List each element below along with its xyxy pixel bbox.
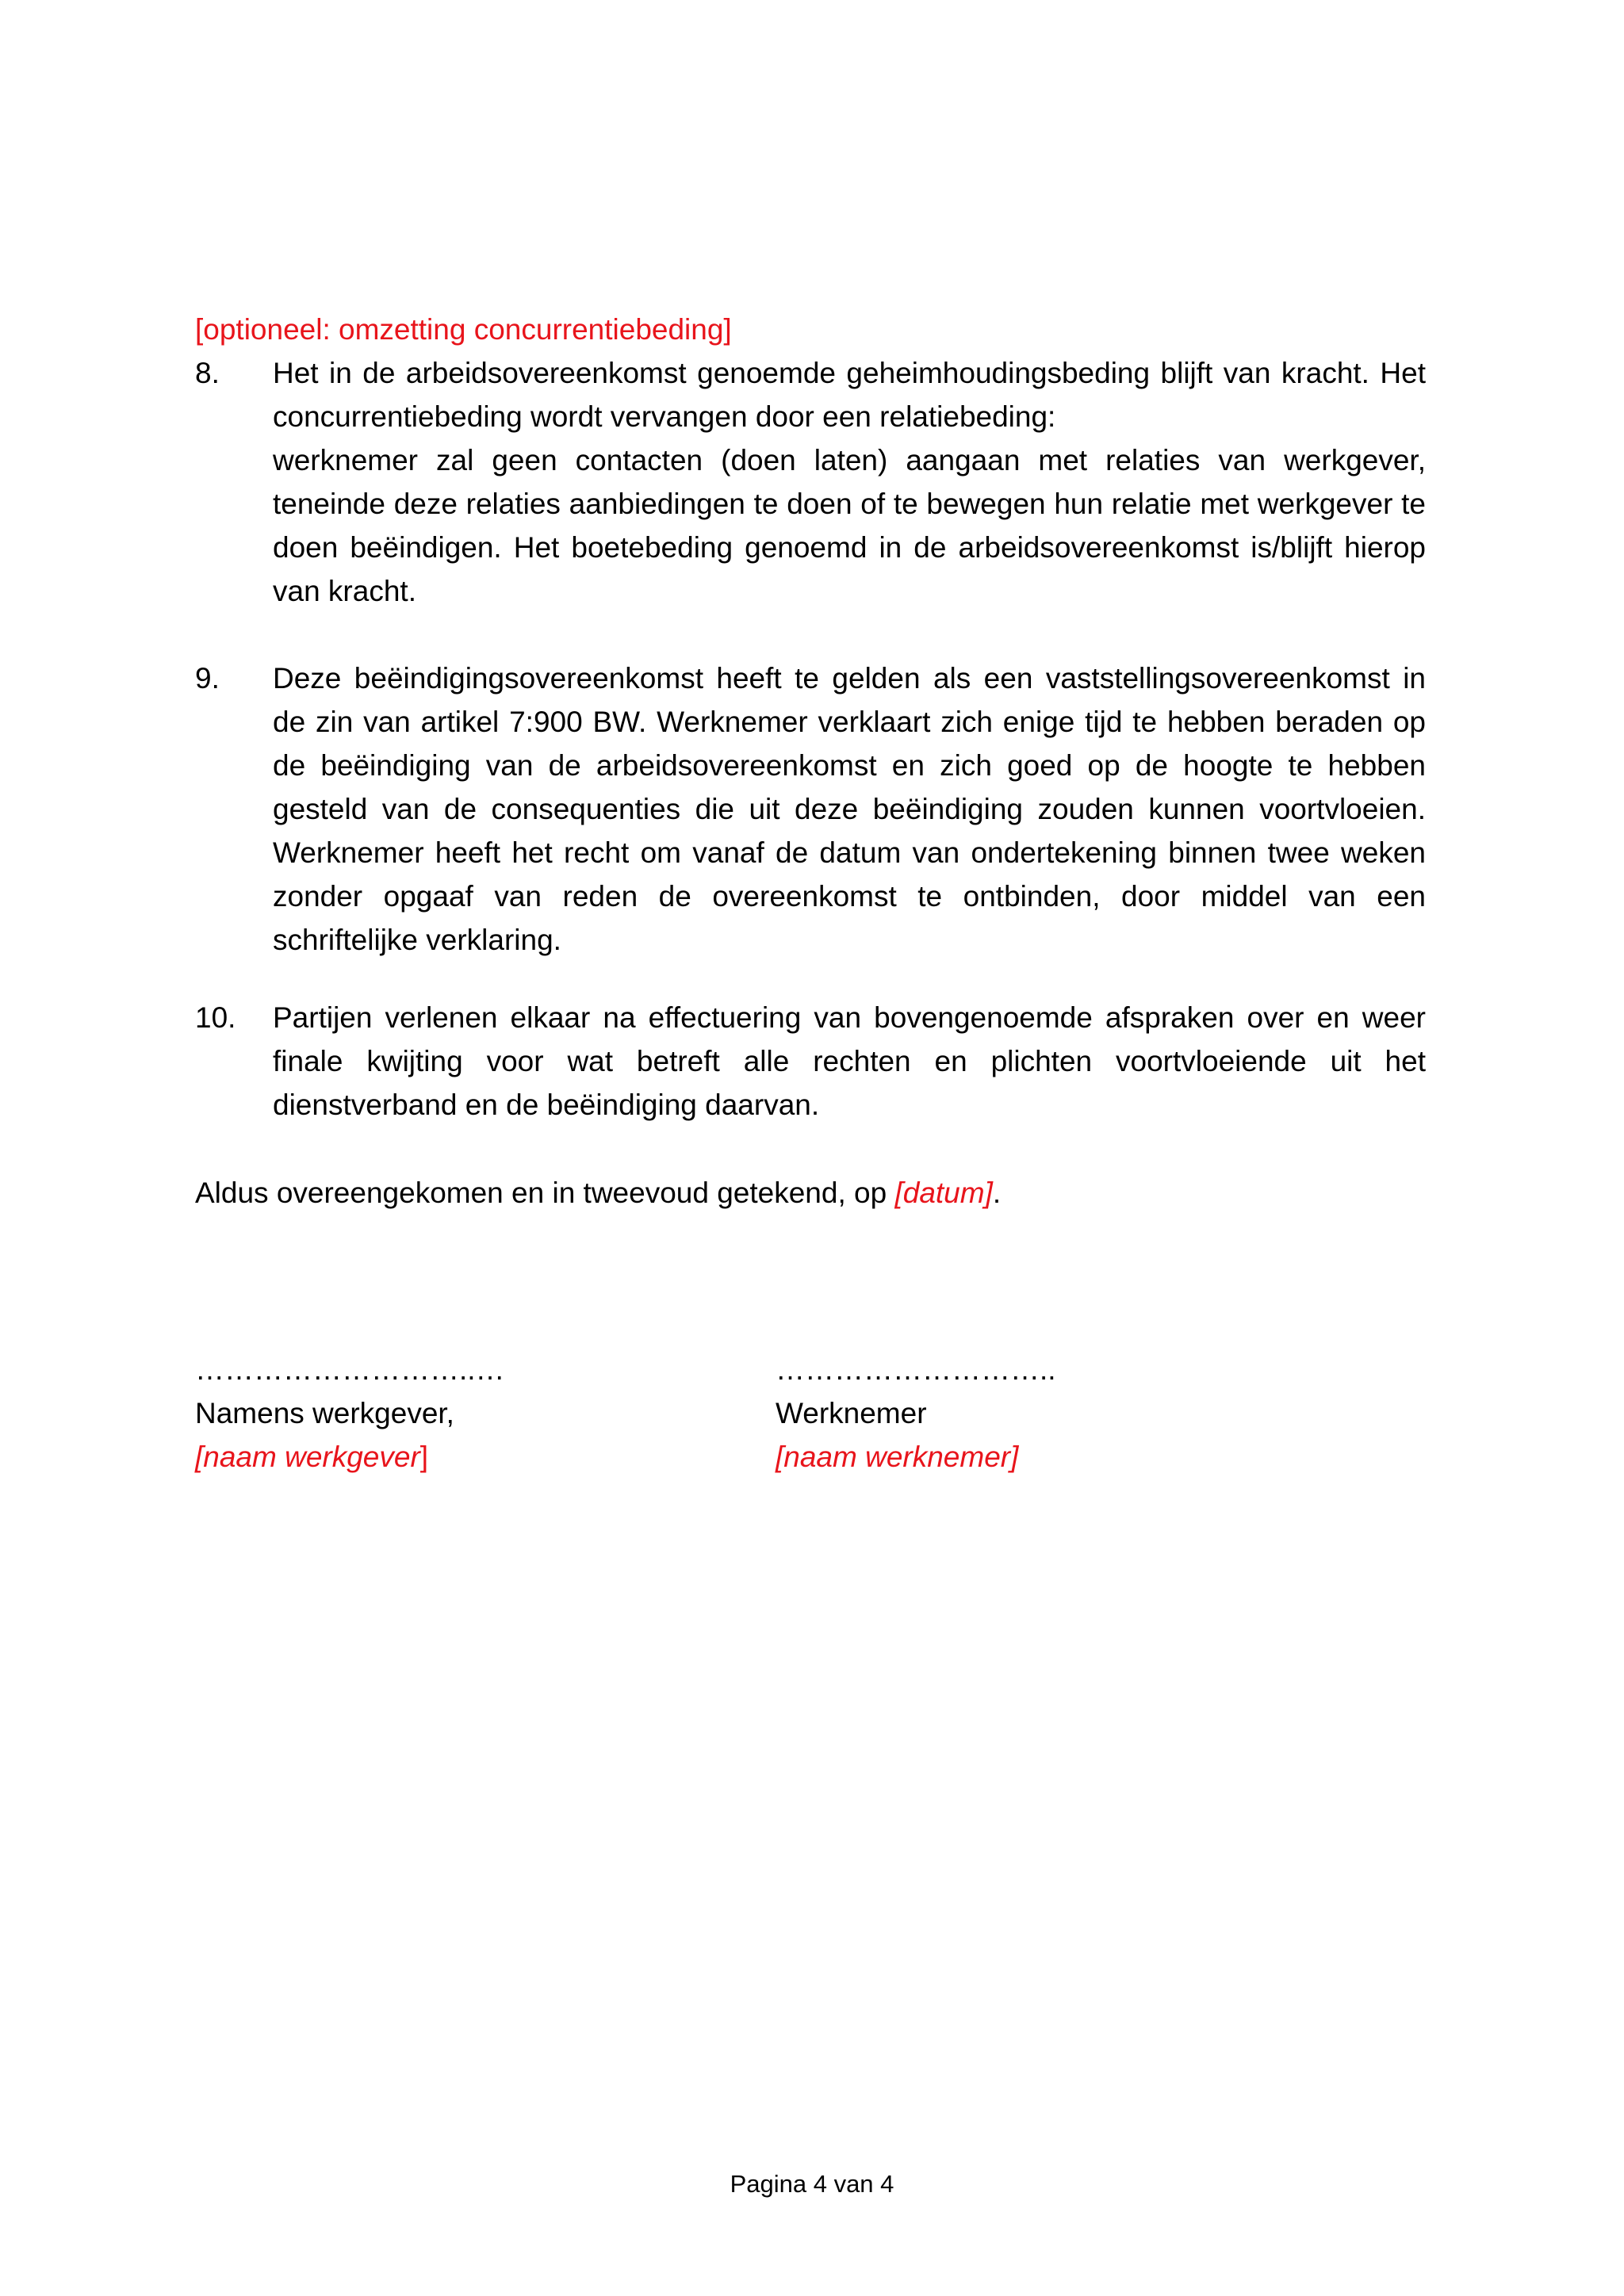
document-body bbox=[195, 308, 1426, 1215]
employer-signature bbox=[195, 1348, 776, 1479]
signature-block bbox=[195, 1348, 1426, 1479]
signature-label: Werknemer bbox=[776, 1397, 927, 1429]
clause-paragraph: werknemer zal geen contacten (doen laten) aangaan met relaties van werkgever, teneinde deze relaties aanbiedingen te doen of te bewegen hun relatie met werkgever te doen beëindigen. Het boetebeding genoemd in de arbeidsovereenkomst is/blijft hierop van kracht. bbox=[273, 444, 1426, 607]
closing-text: Aldus overeengekomen en in tweevoud getekend, op bbox=[195, 1177, 895, 1209]
closing-statement bbox=[195, 1171, 1426, 1215]
clause-body bbox=[273, 351, 1426, 613]
clause-paragraph: Het in de arbeidsovereenkomst genoemde geheimhoudingsbeding blijft van kracht. Het concurrentiebeding wordt vervangen door een relatiebeding: bbox=[273, 357, 1426, 433]
clause-8 bbox=[195, 351, 1426, 613]
clause-body bbox=[273, 656, 1426, 962]
employee-signature bbox=[776, 1348, 1356, 1479]
clause-body bbox=[273, 996, 1426, 1127]
clause-number: 10. bbox=[195, 1001, 236, 1034]
date-placeholder: [datum] bbox=[894, 1177, 993, 1209]
page-footer: Pagina 4 van 4 bbox=[730, 2170, 894, 2198]
signature-line: ……………………….. bbox=[776, 1353, 1056, 1386]
optional-note: [optioneel: omzetting concurrentiebeding] bbox=[195, 313, 732, 346]
employee-name-placeholder: [naam werknemer] bbox=[776, 1441, 1019, 1473]
clause-number: 8. bbox=[195, 357, 220, 389]
clause-number: 9. bbox=[195, 662, 220, 695]
employer-name-placeholder: [naam werkgever] bbox=[195, 1441, 429, 1473]
clause-9 bbox=[195, 656, 1426, 962]
signature-line: ………………………..… bbox=[195, 1353, 505, 1386]
clause-paragraph: Deze beëindigingsovereenkomst heeft te gelden als een vaststellingsovereenkomst in de zin van artikel 7:900 BW. Werknemer verklaart zich enige tijd te hebben beraden op de beëindiging van de arbeidsovereenkomst en zich goed op de hoogte te hebben gesteld van de consequenties die uit deze beëindiging zouden kunnen voortvloeien. Werknemer heeft het recht om vanaf de datum van ondertekening binnen twee weken zonder opgaaf van reden de overeenkomst te ontbinden, door middel van een schriftelijke verklaring. bbox=[273, 662, 1426, 956]
clause-10 bbox=[195, 996, 1426, 1127]
signature-label: Namens werkgever, bbox=[195, 1397, 454, 1429]
closing-end: . bbox=[992, 1177, 1002, 1209]
clause-paragraph: Partijen verlenen elkaar na effectuering van bovengenoemde afspraken over en weer finale kwijting voor wat betreft alle rechten en plichten voortvloeiende uit het dienstverband en de beëindiging daarvan. bbox=[273, 1001, 1426, 1121]
